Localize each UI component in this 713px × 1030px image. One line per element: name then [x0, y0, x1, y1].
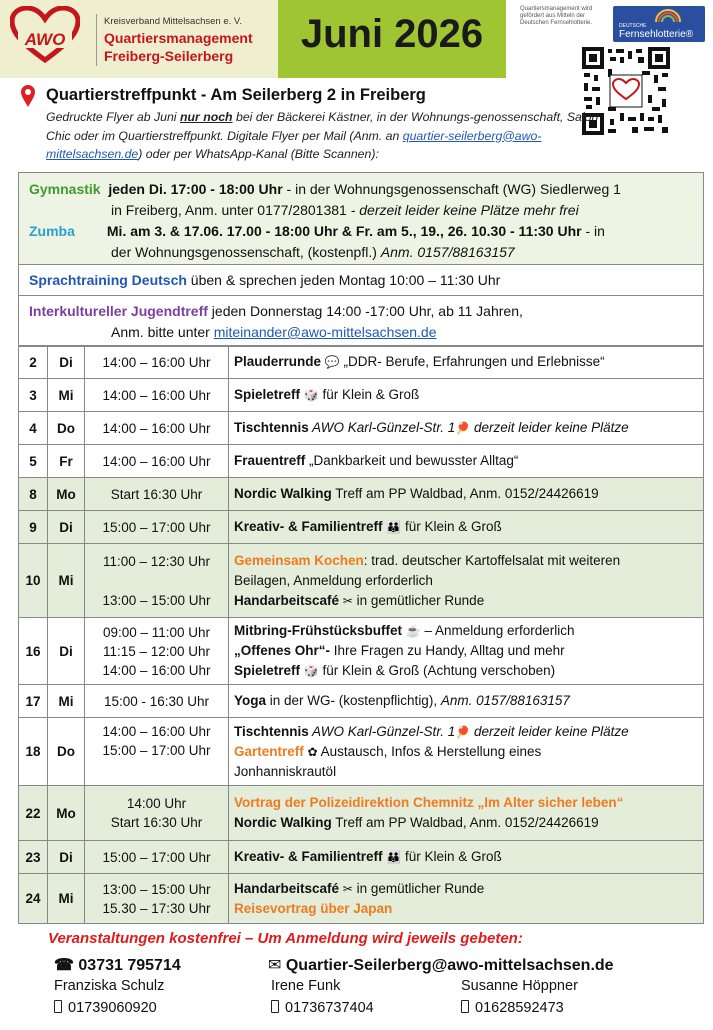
activity-title: Nordic Walking [234, 815, 332, 830]
jugendtreff-email-link[interactable]: miteinander@awo-mittelsachsen.de [213, 324, 437, 340]
activity-title: Kreativ- & Familientreff [234, 849, 383, 864]
email-address: Quartier-Seilerberg@awo-mittelsachsen.de [285, 957, 614, 974]
activity-text: „DDR- Berufe, Erfahrungen und Erlebnisse“ [339, 354, 605, 369]
dice-icon: 🎲 [303, 388, 319, 402]
intro-text [46, 108, 606, 164]
activity-text: – Anmeldung erforderlich [420, 623, 575, 638]
row-time: 14:00 – 16:00 Uhr [85, 379, 229, 412]
table-row [19, 511, 704, 544]
activity-status: derzeit leider keine Plätze [470, 420, 629, 435]
rainbow-icon [653, 8, 683, 22]
activity-text: in gemütlicher Runde [352, 592, 485, 608]
time-slot: 15.30 – 17:30 Uhr [102, 900, 211, 916]
intro-email-link[interactable]: quartier-seilerberg@awo-mittelsachsen.de [46, 128, 542, 161]
row-activity [229, 478, 704, 511]
awo-logo-text: AWO [24, 30, 66, 49]
row-day: 8 [19, 478, 48, 511]
gymnastik-contact: in Freiberg, Anm. unter 0177/2801381 [111, 202, 347, 218]
time-slot: 11:15 – 12:00 Uhr [102, 643, 211, 659]
schedule-table [18, 345, 704, 924]
row-time: 15:00 - 16:30 Uhr [85, 685, 229, 718]
table-row [19, 618, 704, 685]
coffee-icon: ☕ [405, 624, 421, 638]
activity-title: Mitbring-Frühstücksbuffet [234, 623, 402, 638]
time-slot: 15:00 – 17:00 Uhr [102, 743, 211, 758]
row-activity [229, 346, 704, 379]
org-name: Kreisverband Mittelsachsen e. V. [104, 16, 243, 27]
contact-name: Franziska Schulz [54, 978, 165, 994]
lotterie-small-text: DEUTSCHE [619, 23, 647, 29]
row-weekday: Do [48, 718, 85, 786]
intro-part2: bei der Bäckerei Kästner, in der Wohnungs-genossenschaft, Salon Chic oder im Quartierstreffpunkt. Digitale Flyer per Mail (Anm. an [46, 110, 599, 143]
activity-title: Handarbeitscafé [234, 880, 340, 896]
activity-text: für Klein & Groß [401, 519, 502, 534]
zumba-time: Mi. am 3. & 17.06. 17.00 - 18:00 Uhr & Fr. am 5., 19., 26. 10.30 - 11:30 Uhr [106, 223, 582, 239]
activity-line [234, 641, 703, 661]
row-activity [229, 685, 704, 718]
activity-title: Handarbeitscafé [234, 592, 340, 608]
row-time: 14:00 – 16:00 Uhr [85, 346, 229, 379]
activity-text: für Klein & Groß [318, 387, 420, 402]
mobile-phone-icon [54, 1000, 62, 1013]
row-weekday: Do [48, 412, 85, 445]
activity-highlight: Vortrag der Polizeidirektion Chemnitz „Im Alter sicher leben“ [234, 795, 624, 810]
row-weekday: Di [48, 346, 85, 379]
sprachtraining-line [29, 272, 500, 288]
activity-text: Treff am PP Waldbad, Anm. 0152/24426619 [331, 815, 599, 830]
contact-mobile[interactable] [54, 1000, 157, 1016]
table-row [19, 685, 704, 718]
awo-logo-icon [10, 6, 80, 64]
activity-text: in der WG- (kostenpflichtig), [266, 693, 441, 708]
activity-text: „Dankbarkeit und bewusster Alltag“ [305, 453, 519, 468]
activity-highlight: Gemeinsam Kochen [234, 552, 364, 568]
activity-location: AWO Karl-Günzel-Str. 1 [308, 723, 456, 739]
table-row [19, 346, 704, 379]
activity-text: für Klein & Groß (Achtung verschoben) [318, 663, 556, 678]
location-pin-icon [20, 84, 36, 108]
activity-line [234, 813, 703, 833]
gymnastik-time: jeden Di. 17:00 - 18:00 Uhr [108, 181, 283, 197]
zumba-contact: Anm. 0157/88163157 [380, 244, 515, 260]
row-day: 23 [19, 841, 48, 874]
activity-title: Spieletreff [234, 387, 301, 402]
time-slot: 14:00 – 16:00 Uhr [102, 724, 211, 739]
row-time [85, 718, 229, 786]
sprachtraining-label: Sprachtraining Deutsch [29, 272, 187, 288]
jugendtreff-line2 [111, 324, 436, 340]
row-day: 9 [19, 511, 48, 544]
row-day: 16 [19, 618, 48, 685]
table-tennis-icon: 🏓 [455, 724, 471, 739]
activity-title: Tischtennis [234, 723, 309, 739]
row-day: 10 [19, 544, 48, 618]
zumba-line1 [29, 223, 605, 239]
activity-title: Yoga [234, 693, 267, 708]
row-activity [229, 511, 704, 544]
mobile-number: 01736737404 [285, 1000, 374, 1016]
activity-line [234, 551, 703, 571]
row-activity [229, 786, 704, 841]
row-time: 15:00 – 17:00 Uhr [85, 841, 229, 874]
table-row [19, 412, 704, 445]
row-time: 14:00 – 16:00 Uhr [85, 445, 229, 478]
row-day: 17 [19, 685, 48, 718]
flower-icon: ✿ [307, 744, 318, 759]
row-activity [229, 544, 704, 618]
activity-line [234, 591, 703, 611]
row-weekday: Di [48, 511, 85, 544]
mobile-phone-icon [271, 1000, 279, 1013]
row-weekday: Mi [48, 685, 85, 718]
row-time [85, 618, 229, 685]
family-icon: 👪 [386, 520, 402, 534]
contact-mobile[interactable] [271, 1000, 374, 1016]
row-weekday: Di [48, 841, 85, 874]
activity-text: für Klein & Groß [401, 849, 502, 864]
row-weekday: Mi [48, 874, 85, 924]
envelope-icon: ✉ [268, 957, 282, 974]
activity-contact: Anm. 0157/88163157 [440, 693, 570, 708]
zumba-line2 [111, 244, 515, 260]
activity-highlight: Reisevortrag über Japan [234, 900, 393, 916]
table-row [19, 786, 704, 841]
table-row [19, 478, 704, 511]
activity-text: in gemütlicher Runde [352, 880, 485, 896]
footer-phone[interactable] [54, 955, 181, 975]
time-slot: 13:00 – 15:00 Uhr [102, 592, 211, 608]
activity-title: „Offenes Ohr“- [234, 643, 331, 658]
jugendtreff-anm: Anm. bitte unter [111, 324, 214, 340]
mobile-phone-icon [461, 1000, 469, 1013]
mobile-number: 01739060920 [68, 1000, 157, 1016]
telephone-icon: ☎ [54, 957, 74, 974]
contact-name: Irene Funk [271, 978, 341, 994]
speech-bubbles-icon: 💬 [324, 355, 340, 369]
time-slot: Start 16:30 Uhr [110, 815, 203, 830]
sprachtraining-text: üben & sprechen jeden Montag 10:00 – 11:30 Uhr [186, 272, 501, 288]
row-activity [229, 841, 704, 874]
gymnastik-label: Gymnastik [29, 181, 101, 197]
activity-line [234, 722, 703, 742]
table-row [19, 718, 704, 786]
row-time [85, 544, 229, 618]
row-day: 5 [19, 445, 48, 478]
activity-text: Treff am PP Waldbad, Anm. 0152/24426619 [331, 486, 599, 501]
zumba-location: der Wohnungsgenossenschaft, (kostenpfl.) [111, 244, 381, 260]
gymnastik-line2 [111, 202, 579, 218]
month-title: Juni 2026 [300, 12, 484, 56]
intro-part3: ) oder per WhatsApp-Kanal (Bitte Scannen): [138, 147, 379, 161]
activity-title: Nordic Walking [234, 486, 332, 501]
activity-title: Tischtennis [234, 420, 309, 435]
family-icon: 👪 [386, 850, 402, 864]
row-weekday: Mo [48, 786, 85, 841]
row-day: 2 [19, 346, 48, 379]
table-row [19, 874, 704, 924]
row-activity [229, 874, 704, 924]
jugendtreff-line1 [29, 303, 523, 319]
sprachtraining-row [19, 265, 703, 296]
intro-part1: Gedruckte Flyer ab Juni [46, 110, 180, 124]
sport-row [19, 173, 703, 265]
activity-text: : trad. deutscher Kartoffelsalat mit weiteren [363, 552, 621, 568]
row-day: 4 [19, 412, 48, 445]
jugendtreff-row [19, 296, 703, 346]
needle-icon: ✂ [342, 881, 353, 896]
activity-title: Spieletreff [234, 663, 301, 678]
header-logo-panel [0, 0, 278, 78]
needle-icon: ✂ [342, 593, 353, 608]
row-time: 15:00 – 17:00 Uhr [85, 511, 229, 544]
activity-line [234, 661, 703, 681]
time-slot: 14:00 – 16:00 Uhr [102, 662, 211, 678]
activity-line [234, 621, 703, 641]
month-banner [278, 0, 506, 78]
footer-title: Veranstaltungen kostenfrei – Um Anmeldung wird jeweils gebeten: [48, 930, 523, 947]
activity-title: Frauentreff [234, 453, 306, 468]
row-activity [229, 718, 704, 786]
time-slot: 09:00 – 11:00 Uhr [102, 624, 211, 640]
dice-icon: 🎲 [303, 664, 319, 678]
lotterie-name: Fernsehlotterie® [619, 29, 694, 40]
activity-status: derzeit leider keine Plätze [470, 723, 629, 739]
fernsehlotterie-logo [613, 6, 705, 42]
row-time: Start 16:30 Uhr [85, 478, 229, 511]
zumba-in: - in [581, 223, 605, 239]
header-divider [96, 14, 97, 66]
activity-text: Austausch, Infos & Herstellung eines [317, 743, 542, 759]
time-slot: 13:00 – 15:00 Uhr [102, 881, 211, 897]
intro-emphasis: nur noch [179, 110, 233, 124]
time-slot: 14:00 Uhr [126, 796, 187, 811]
phone-number: 03731 795714 [78, 957, 181, 974]
table-row [19, 379, 704, 412]
row-time: 14:00 – 16:00 Uhr [85, 412, 229, 445]
row-activity [229, 445, 704, 478]
activity-text: Ihre Fragen zu Handy, Alltag und mehr [330, 643, 565, 658]
row-weekday: Mo [48, 478, 85, 511]
activity-highlight: Gartentreff [234, 743, 304, 759]
row-weekday: Di [48, 618, 85, 685]
mobile-number: 01628592473 [475, 1000, 564, 1016]
activity-line [234, 879, 703, 899]
gymnastik-line1 [29, 181, 621, 197]
row-activity [229, 618, 704, 685]
row-time [85, 786, 229, 841]
row-activity [229, 379, 704, 412]
recurring-events-box [18, 172, 704, 347]
row-weekday: Mi [48, 379, 85, 412]
zumba-label: Zumba [29, 223, 75, 239]
contact-mobile[interactable] [461, 1000, 564, 1016]
row-activity [229, 412, 704, 445]
gymnastik-status: - derzeit leider keine Plätze mehr frei [346, 202, 579, 218]
activity-title: Plauderrunde [234, 354, 322, 369]
footer-email[interactable] [268, 955, 614, 975]
activity-line [234, 742, 703, 762]
jugendtreff-text: jeden Donnerstag 14:00 -17:00 Uhr, ab 11 Jahren, [207, 303, 523, 319]
activity-location: AWO Karl-Günzel-Str. 1 [308, 420, 456, 435]
activity-text: Jonhanniskrautöl [234, 763, 337, 779]
contact-name: Susanne Höppner [461, 978, 578, 994]
row-day: 18 [19, 718, 48, 786]
row-weekday: Fr [48, 445, 85, 478]
jugendtreff-label: Interkultureller Jugendtreff [29, 303, 208, 319]
table-row [19, 445, 704, 478]
gymnastik-location: - in der Wohnungsgenossenschaft (WG) Siedlerweg 1 [282, 181, 621, 197]
table-row [19, 841, 704, 874]
activity-title: Kreativ- & Familientreff [234, 519, 383, 534]
row-weekday: Mi [48, 544, 85, 618]
row-day: 24 [19, 874, 48, 924]
sponsor-note: Quartiersmanagement wird gefördert aus Mitteln der Deutschen Fernsehlotterie. [520, 6, 593, 26]
meeting-point-address: Quartierstreffpunkt - Am Seilerberg 2 in Freiberg [46, 86, 426, 104]
time-slot: 11:00 – 12:30 Uhr [102, 553, 211, 569]
org-area: Freiberg-Seilerberg [104, 48, 234, 64]
org-department: Quartiersmanagement [104, 30, 253, 46]
table-tennis-icon: 🏓 [455, 421, 471, 435]
row-time [85, 874, 229, 924]
table-row [19, 544, 704, 618]
activity-text: Beilagen, Anmeldung erforderlich [234, 572, 433, 588]
row-day: 22 [19, 786, 48, 841]
row-day: 3 [19, 379, 48, 412]
